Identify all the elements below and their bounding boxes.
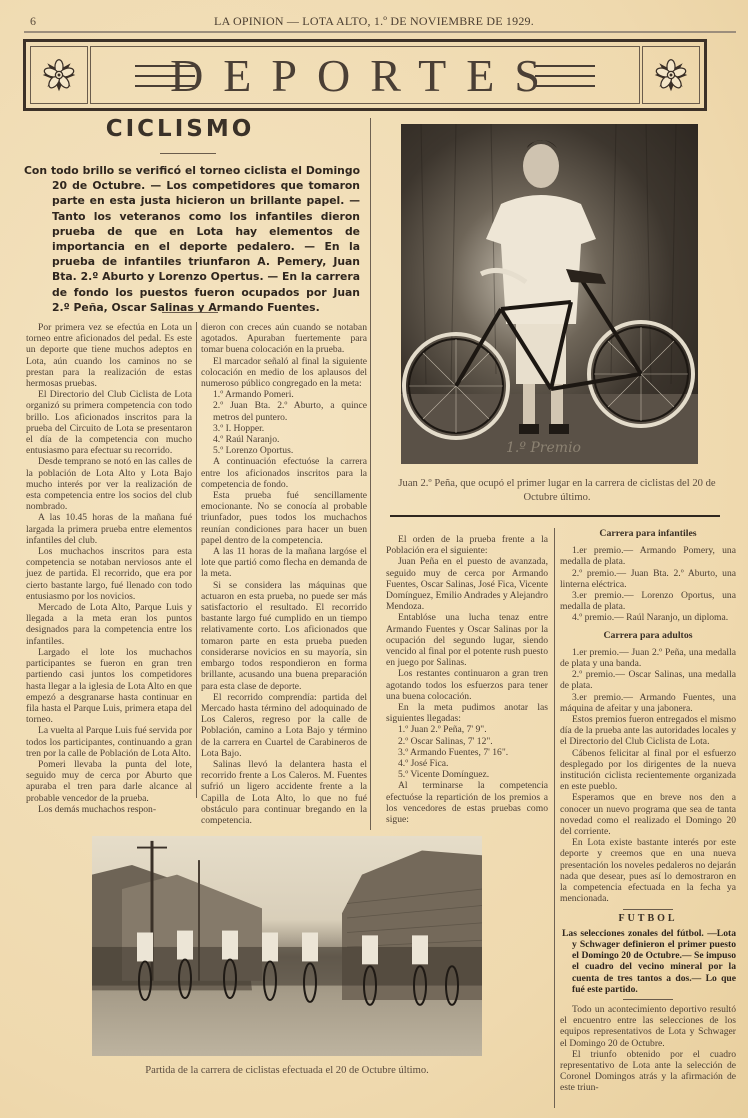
article-column-2 bbox=[201, 322, 367, 826]
paragraph: El recorrido comprendía: partida del Mercado hasta término del adoquinado de Los Caleros, regreso por la calle de Población, camino a Lota Bajo y término de la carrera en Cuartel de Carabineros de Lota Bajo. bbox=[201, 691, 367, 759]
paragraph: En la meta pudimos anotar las siguientes llegadas: bbox=[386, 702, 548, 725]
result-item: 2.º Oscar Salinas, 7' 12". bbox=[398, 735, 493, 747]
futbol-deck: Las selecciones zonales del fútbol. —Lota y Schwager definieron el primer puesto el Domingo 20 de Octubre.— Se impuso el cuadro del vecino mineral por la cuenta de tres tantos a dos.— Lo que fué este partido. bbox=[562, 927, 736, 995]
prize-item: 3.er premio.— Armando Fuentes, una máquina de afeitar y una jabonera. bbox=[560, 691, 736, 714]
paragraph: A las 11 horas de la mañana largóse el lote que partió como flecha en demanda de la meta. bbox=[201, 546, 367, 580]
paragraph: Los muchachos inscritos para esta competencia se notaban nerviosos ante el juez de partida. El recorrido, que era por cierto bastante largo, fué llenado con todo entusiasmo por los novicios. bbox=[26, 546, 192, 602]
column-rule-right bbox=[554, 528, 555, 1108]
cyclist-portrait-illustration bbox=[401, 124, 698, 464]
futbol-deck-rule bbox=[623, 999, 673, 1000]
prize-item: 4.º premio.— Raúl Naranjo, un diploma. bbox=[572, 612, 729, 624]
banner-right-box bbox=[642, 46, 700, 104]
deck-rule bbox=[162, 312, 218, 313]
paragraph: Por primera vez se efectúa en Lota un torneo entre aficionados del pedal. Es este un deporte que tiene muchos adeptos en Lota, aún cuando los caminos no se prestan para la realización de estas hermosas pruebas. bbox=[26, 322, 192, 390]
result-item: 5.º Lorenzo Oportus. bbox=[213, 445, 294, 457]
flower-icon bbox=[653, 57, 689, 93]
dash-ornament-right bbox=[535, 65, 595, 95]
article-column-4 bbox=[560, 528, 736, 1094]
portrait-inscription: 1.º Premio bbox=[506, 440, 581, 456]
paragraph: Pomeri llevaba la punta del lote, seguido muy de cerca por Aburto que apuraba el tren para darle alcance al probable vencedor de la prueba. bbox=[26, 758, 192, 804]
paragraph: Cábenos felicitar al final por el esfuerzo desplegado por los dirigentes de la nueva institución ciclista recientemente organizada en este pueblo. bbox=[560, 747, 736, 793]
paragraph: A continuación efectuóse la carrera entre los aficionados inscritos para la competencia de fondo. bbox=[201, 456, 367, 490]
paragraph: Estos premios fueron entregados el mismo día de la prueba ante las autoridades locales y el Directorio del Club Ciclista de Lota. bbox=[560, 714, 736, 748]
paragraph: Todo un acontecimiento deportivo resultó el encuentro entre las selecciones de los equipos representativos de Lota y Schwager el Domingo 20 de Octubre. bbox=[560, 1003, 736, 1049]
article-column-1 bbox=[26, 322, 192, 815]
result-item: 1.º Armando Pomeri. bbox=[213, 389, 294, 401]
top-rule bbox=[24, 31, 736, 33]
article-deck: Con todo brillo se verificó el torneo ciclista el Domingo 20 de Octubre. — Los competidores que tomaron parte en esta justa hicieron un brillante papel. — Tanto los veteranos como los infantiles dieron prueba de que en Lota hay elementos de importancia en el deporte pedalero. — En la prueba de infantiles triunfaron A. Pemery, Juan Bta. 2.º Aburto y Lorenzo Opertus. — En la carrera de fondo los puestos fueron ocupados por Juan 2.º Peña, Oscar Salinas y Armando Fuentes. bbox=[24, 164, 360, 314]
column-rule-1 bbox=[196, 322, 197, 798]
paragraph: El Directorio del Club Ciclista de Lota organizó su primera competencia con todo brillo. Los aficionados inscritos para la prueba del Circuito de Lota se presentaron el día de la competencia con mucho entusiasmo para efectuar su recorrido. bbox=[26, 389, 192, 457]
paragraph: Desde temprano se notó en las calles de la población de Lota Alto y Lota Bajo mucho interés por ver la realización de esta competencia entre los socios del club nombrado. bbox=[26, 456, 192, 513]
prizes-adultos-heading: Carrera para adultos bbox=[603, 629, 693, 641]
banner-title-box bbox=[90, 46, 640, 104]
column-rule-center bbox=[370, 118, 371, 830]
article-title: CICLISMO bbox=[105, 116, 255, 142]
race-start-photo bbox=[92, 836, 482, 1056]
result-item: 5.º Vicente Domínguez. bbox=[398, 769, 490, 781]
page-number: 6 bbox=[30, 14, 36, 28]
result-item: 3.º Armando Fuentes, 7' 16". bbox=[398, 746, 509, 758]
prize-item: 2.º premio.— Juan Bta. 2.º Aburto, una linterna eléctrica. bbox=[560, 567, 736, 590]
article-column-3 bbox=[386, 534, 548, 825]
paragraph: Largado el lote los muchachos participantes se fueron en gran tren partiendo casi juntos los competidores hasta llegar a la iglesia de Lota Alto en que empezó a desgranarse hasta continuar en fila hasta el Parque Luis, primera etapa del torneo. bbox=[26, 646, 192, 726]
section-divider bbox=[390, 515, 720, 517]
paragraph: El orden de la prueba frente a la Población era el siguiente: bbox=[386, 534, 548, 557]
result-item: 2.º Juan Bta. 2.º Aburto, a quince metros del puntero. bbox=[213, 400, 367, 423]
flower-icon bbox=[41, 57, 77, 93]
paragraph: A las 10.45 horas de la mañana fué largada la primera prueba entre elementos infantiles del club. bbox=[26, 512, 192, 546]
paragraph: Mercado de Lota Alto, Parque Luis y llegada a la meta eran los puntos designados para la competencia entre los infantiles. bbox=[26, 602, 192, 647]
paragraph: Salinas llevó la delantera hasta el recorrido frente a Los Caleros. M. Fuentes sufrió un ligero accidente frente a la Capilla de Lota Alto, lo que no fué obstáculo para continuar bregando en la competencia. bbox=[201, 758, 367, 826]
paragraph: Juan Peña en el puesto de avanzada, seguido muy de cerca por Armando Fuentes, Oscar Salinas, José Fica, Vicente Domínguez, Emilio Andrades y Alejandro Mendoza. bbox=[386, 556, 548, 613]
prize-item: 1.er premio.— Armando Pomery, una medalla de plata. bbox=[560, 545, 736, 568]
result-item: 1.º Juan 2.º Peña, 7' 9". bbox=[398, 724, 487, 736]
title-rule bbox=[160, 153, 216, 154]
paragraph: El marcador señaló al final la siguiente colocación en medio de los aplausos del numeroso público congregado en la meta: bbox=[201, 355, 367, 390]
paragraph: Los demás muchachos respon- bbox=[38, 803, 157, 815]
portrait-caption: Juan 2.º Peña, que ocupó el primer lugar en la carrera de ciclistas del 20 de Octubre último. bbox=[398, 478, 716, 503]
race-start-illustration bbox=[92, 836, 482, 1056]
race-caption: Partida de la carrera de ciclistas efectuada el 20 de Octubre último. bbox=[145, 1065, 429, 1076]
prize-item: 1.er premio.— Juan 2.º Peña, una medalla de plata y una banda. bbox=[560, 646, 736, 670]
paragraph: Esta prueba fué sencillamente emocionante. No se conocía al probable triunfador, pues todos los muchachos reunían condiciones para hacer un buen papel dentro de la competencia. bbox=[201, 490, 367, 546]
paragraph: La vuelta al Parque Luis fué servida por todos los participantes, continuando a gran tren por la calle de Población de Lota Alto. bbox=[26, 725, 192, 759]
paragraph: Al terminarse la competencia efectuóse la repartición de los premios a los vencedores de estas pruebas como sigue: bbox=[386, 780, 548, 826]
prize-item: 3.er premio.— Lorenzo Oportus, una medalla de plata. bbox=[560, 590, 736, 613]
section-banner bbox=[23, 39, 707, 111]
portrait-photo bbox=[401, 124, 698, 464]
paragraph: Los restantes continuaron a gran tren agotando todos los esfuerzos para tener una buena colocación. bbox=[386, 668, 548, 702]
running-head: LA OPINION — LOTA ALTO, 1.º DE NOVIEMBRE DE 1929. bbox=[214, 14, 534, 28]
result-item: 4.º José Fica. bbox=[398, 758, 449, 770]
paragraph: En Lota existe bastante interés por este deporte y creemos que en una nueva presentación los noveles pedaleros no dejarán nada que desear, pues así lo demostraron en la competencia efectuada en la fecha ya mencionada. bbox=[560, 837, 736, 905]
result-item: 3.º I. Hopper. bbox=[213, 422, 265, 434]
futbol-title: FUTBOL bbox=[618, 912, 678, 924]
paragraph: Si se considera las máquinas que actuaron en esta prueba, no puede ser más satisfactorio el resultado. El recorrido bastante largo fué cumplido en un tiempo relativamente corto. Los aficionados que tomaron parte en esta prueba pueden considerarse novicios en su mayoría, sin embargo todos respondieron en forma brillante, acusando una buena preparación para esta clase de deporte. bbox=[201, 579, 367, 692]
section-title: DEPORTES bbox=[170, 50, 560, 101]
banner-left-box bbox=[30, 46, 88, 104]
result-item: 4.º Raúl Naranjo. bbox=[213, 434, 280, 446]
prizes-infantiles-heading: Carrera para infantiles bbox=[599, 528, 697, 539]
paragraph: dieron con creces aún cuando se notaban agotados. Apuraban fuertemente para tomar buena colocación en la prueba. bbox=[201, 322, 367, 356]
futbol-rule bbox=[623, 909, 673, 910]
paragraph: El triunfo obtenido por el cuadro representativo de Lota ante la selección de Coronel Domingos atrás y la afirmación de este triun- bbox=[560, 1048, 736, 1094]
prize-item: 2.º premio.— Oscar Salinas, una medalla de plata. bbox=[560, 669, 736, 692]
paragraph: Entablóse una lucha tenaz entre Armando Fuentes y Oscar Salinas por la ocupación del segundo lugar, siendo vencido al final por el potente rush puesto en juego por Salinas. bbox=[386, 612, 548, 669]
paragraph: Esperamos que en breve nos den a conocer un nuevo programa que sea de tanta novedad como el realizado el Domingo 20 del corriente. bbox=[560, 792, 736, 838]
